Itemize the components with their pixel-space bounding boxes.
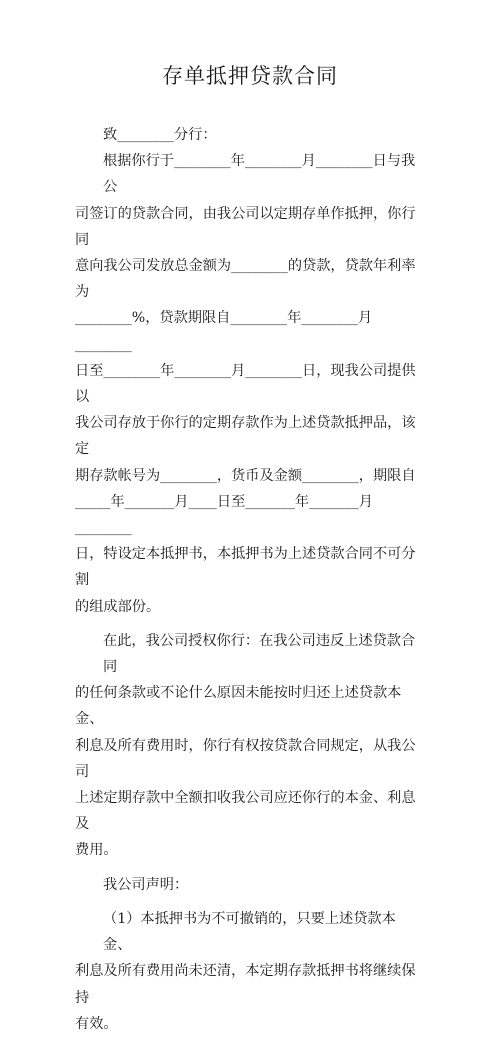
document-title: 存单抵押贷款合同 bbox=[162, 64, 338, 88]
paragraph-2-line-4: 上述定期存款中全额扣收我公司应还你行的本金、利息及 bbox=[75, 790, 416, 833]
paragraph-2-line-5: 费用。 bbox=[75, 842, 118, 859]
paragraph-1-line-5: 日至________年________月________日，现我公司提供以 bbox=[75, 362, 416, 406]
document-body bbox=[75, 122, 420, 1037]
paragraph-2-line-2: 的任何条款或不论什么原因未能按时归还上述贷款本金、 bbox=[75, 685, 402, 728]
paragraph-1-line-6: 我公司存放于你行的定期存款作为上述贷款抵押品，该定 bbox=[75, 415, 416, 458]
paragraph-1-line-9: 日，特设定本抵押书，本抵押书为上述贷款合同不可分割 bbox=[75, 546, 416, 589]
paragraph-1-line-8: _____年_______月____日至_______年_______月________ bbox=[75, 493, 373, 537]
salutation-line: 致________分行： bbox=[103, 127, 217, 143]
clause-1-line-2: 利息及所有费用尚未还清，本定期存款抵押书将继续保持 bbox=[75, 963, 416, 1006]
paragraph-1-line-7: 期存款帐号为________，货币及金额________，期限自 bbox=[75, 467, 416, 484]
paragraph-2-line-3: 利息及所有费用时，你行有权按贷款合同规定，从我公司 bbox=[75, 737, 416, 780]
paragraph-1-line-3: 意向我公司发放总金额为________的贷款，贷款年利率为 bbox=[75, 258, 416, 301]
paragraph-1-line-2: 司签订的贷款合同，由我公司以定期存单作抵押，你行同 bbox=[75, 205, 416, 248]
paragraph-1-line-4: ________%，贷款期限自________年________月________ bbox=[75, 310, 373, 353]
declaration-heading: 我公司声明： bbox=[103, 876, 189, 893]
clause-1-line-1: （1）本抵押书为不可撤销的，只要上述贷款本金、 bbox=[103, 910, 396, 954]
paragraph-1-line-1: 根据你行于________年________月________日与我公 bbox=[103, 153, 416, 196]
clause-1-line-3: 有效。 bbox=[75, 1015, 118, 1032]
paragraph-1-line-10: 的组成部份。 bbox=[75, 598, 161, 615]
paragraph-2-line-1: 在此，我公司授权你行：在我公司违反上述贷款合同 bbox=[103, 632, 416, 676]
